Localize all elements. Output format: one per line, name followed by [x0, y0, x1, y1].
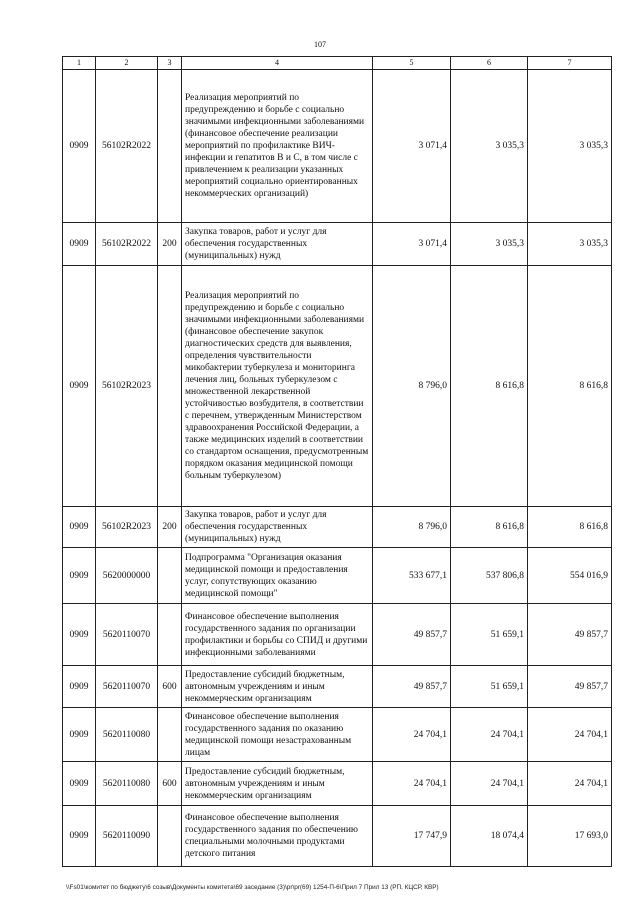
target-code-cell: 56102R2022: [96, 223, 158, 266]
expense-type-cell: [158, 604, 182, 666]
description-cell: Закупка товаров, работ и услуг для обеспечения государственных (муниципальных) нужд: [182, 507, 373, 548]
table-header-row: [63, 57, 612, 70]
expense-type-cell: 600: [158, 666, 182, 708]
expense-type-cell: [158, 806, 182, 867]
section-code-cell: 0909: [63, 548, 96, 604]
header-cell: 5: [373, 57, 451, 70]
description-cell: Подпрограмма "Организация оказания медицинской помощи и предоставления услуг, сопутствующих оказанию медицинской помощи": [182, 548, 373, 604]
budget-table: [62, 56, 612, 867]
target-code-cell: 5620110080: [96, 762, 158, 806]
amount-cell: 17 747,9: [373, 806, 451, 867]
amount-cell: 554 016,9: [528, 548, 612, 604]
table-row: [63, 762, 612, 806]
expense-type-cell: 200: [158, 507, 182, 548]
target-code-cell: 5620110080: [96, 708, 158, 762]
amount-cell: 24 704,1: [373, 762, 451, 806]
amount-cell: 49 857,7: [528, 666, 612, 708]
description-cell: Финансовое обеспечение выполнения государственного задания по обеспечению специальными молочными продуктами детского питания: [182, 806, 373, 867]
table-row: [63, 806, 612, 867]
expense-type-cell: [158, 708, 182, 762]
section-code-cell: 0909: [63, 806, 96, 867]
target-code-cell: 5620110070: [96, 604, 158, 666]
amount-cell: 8 616,8: [451, 507, 528, 548]
header-cell: 3: [158, 57, 182, 70]
description-cell: Предоставление субсидий бюджетным, автономным учреждениям и иным некоммерческим организациям: [182, 666, 373, 708]
amount-cell: 3 035,3: [451, 223, 528, 266]
section-code-cell: 0909: [63, 762, 96, 806]
table-row: [63, 70, 612, 223]
table-row: [63, 266, 612, 507]
description-cell: Финансовое обеспечение выполнения государственного задания по организации профилактики и борьбы со СПИД и другими инфекционными заболеваниями: [182, 604, 373, 666]
header-cell: 1: [63, 57, 96, 70]
table-row: [63, 666, 612, 708]
description-cell: Финансовое обеспечение выполнения государственного задания по оказанию медицинской помощи незастрахованным лицам: [182, 708, 373, 762]
section-code-cell: 0909: [63, 223, 96, 266]
target-code-cell: 5620000000: [96, 548, 158, 604]
section-code-cell: 0909: [63, 507, 96, 548]
amount-cell: 3 071,4: [373, 70, 451, 223]
amount-cell: 24 704,1: [451, 762, 528, 806]
amount-cell: 537 806,8: [451, 548, 528, 604]
expense-type-cell: [158, 548, 182, 604]
amount-cell: 49 857,7: [373, 666, 451, 708]
amount-cell: 8 796,0: [373, 266, 451, 507]
amount-cell: 8 616,8: [528, 507, 612, 548]
page-number: 107: [314, 40, 326, 49]
expense-type-cell: 600: [158, 762, 182, 806]
amount-cell: 49 857,7: [528, 604, 612, 666]
expense-type-cell: [158, 70, 182, 223]
amount-cell: 24 704,1: [528, 708, 612, 762]
section-code-cell: 0909: [63, 70, 96, 223]
amount-cell: 24 704,1: [373, 708, 451, 762]
target-code-cell: 56102R2023: [96, 507, 158, 548]
target-code-cell: 5620110070: [96, 666, 158, 708]
amount-cell: 49 857,7: [373, 604, 451, 666]
expense-type-cell: 200: [158, 223, 182, 266]
header-cell: 7: [528, 57, 612, 70]
amount-cell: 8 616,8: [528, 266, 612, 507]
section-code-cell: 0909: [63, 708, 96, 762]
amount-cell: 17 693,0: [528, 806, 612, 867]
header-cell: 4: [182, 57, 373, 70]
amount-cell: 24 704,1: [528, 762, 612, 806]
description-cell: Закупка товаров, работ и услуг для обеспечения государственных (муниципальных) нужд: [182, 223, 373, 266]
section-code-cell: 0909: [63, 266, 96, 507]
amount-cell: 3 035,3: [451, 70, 528, 223]
header-cell: 2: [96, 57, 158, 70]
target-code-cell: 5620110090: [96, 806, 158, 867]
section-code-cell: 0909: [63, 604, 96, 666]
amount-cell: 24 704,1: [451, 708, 528, 762]
amount-cell: 3 035,3: [528, 70, 612, 223]
table-row: [63, 604, 612, 666]
amount-cell: 8 616,8: [451, 266, 528, 507]
target-code-cell: 56102R2022: [96, 70, 158, 223]
description-cell: Реализация мероприятий по предупреждению и борьбе с социально значимыми инфекционными заболеваниями (финансовое обеспечение закупок диагностических средств для выявления, определения чувствительности микобактерии туберкулеза и мониторинга лечения лиц, больных туберкулезом с множественной лекарственной устойчивостью возбудителя, в соответствии с перечнем, утвержденным Министерством здравоохранения Российской Федерации, а также медицинских изделий в соответствии со стандартом оснащения, предусмотренным порядком оказания медицинской помощи больным туберкулезом): [182, 266, 373, 507]
table-row: [63, 548, 612, 604]
expense-type-cell: [158, 266, 182, 507]
table-row: [63, 223, 612, 266]
description-cell: Предоставление субсидий бюджетным, автономным учреждениям и иным некоммерческим организациям: [182, 762, 373, 806]
amount-cell: 3 035,3: [528, 223, 612, 266]
amount-cell: 51 659,1: [451, 604, 528, 666]
header-cell: 6: [451, 57, 528, 70]
amount-cell: 3 071,4: [373, 223, 451, 266]
amount-cell: 18 074,4: [451, 806, 528, 867]
section-code-cell: 0909: [63, 666, 96, 708]
amount-cell: 51 659,1: [451, 666, 528, 708]
table-row: [63, 708, 612, 762]
table-row: [63, 507, 612, 548]
amount-cell: 8 796,0: [373, 507, 451, 548]
target-code-cell: 56102R2023: [96, 266, 158, 507]
file-path-footer: \\Fs01\комитет по бюджету\6 созыв\Документы комитета\69 заседание (3)\pr\pr(69) 1254-П-6\Прил 7 Прил 13 (РП, КЦСР, КВР): [66, 884, 439, 891]
amount-cell: 533 677,1: [373, 548, 451, 604]
description-cell: Реализация мероприятий по предупреждению и борьбе с социально значимыми инфекционными заболеваниями (финансовое обеспечение реализации мероприятий по профилактике ВИЧ-инфекции и гепатитов В и С, в том числе с привлечением к реализации указанных мероприятий социально ориентированных некоммерческих организаций): [182, 70, 373, 223]
